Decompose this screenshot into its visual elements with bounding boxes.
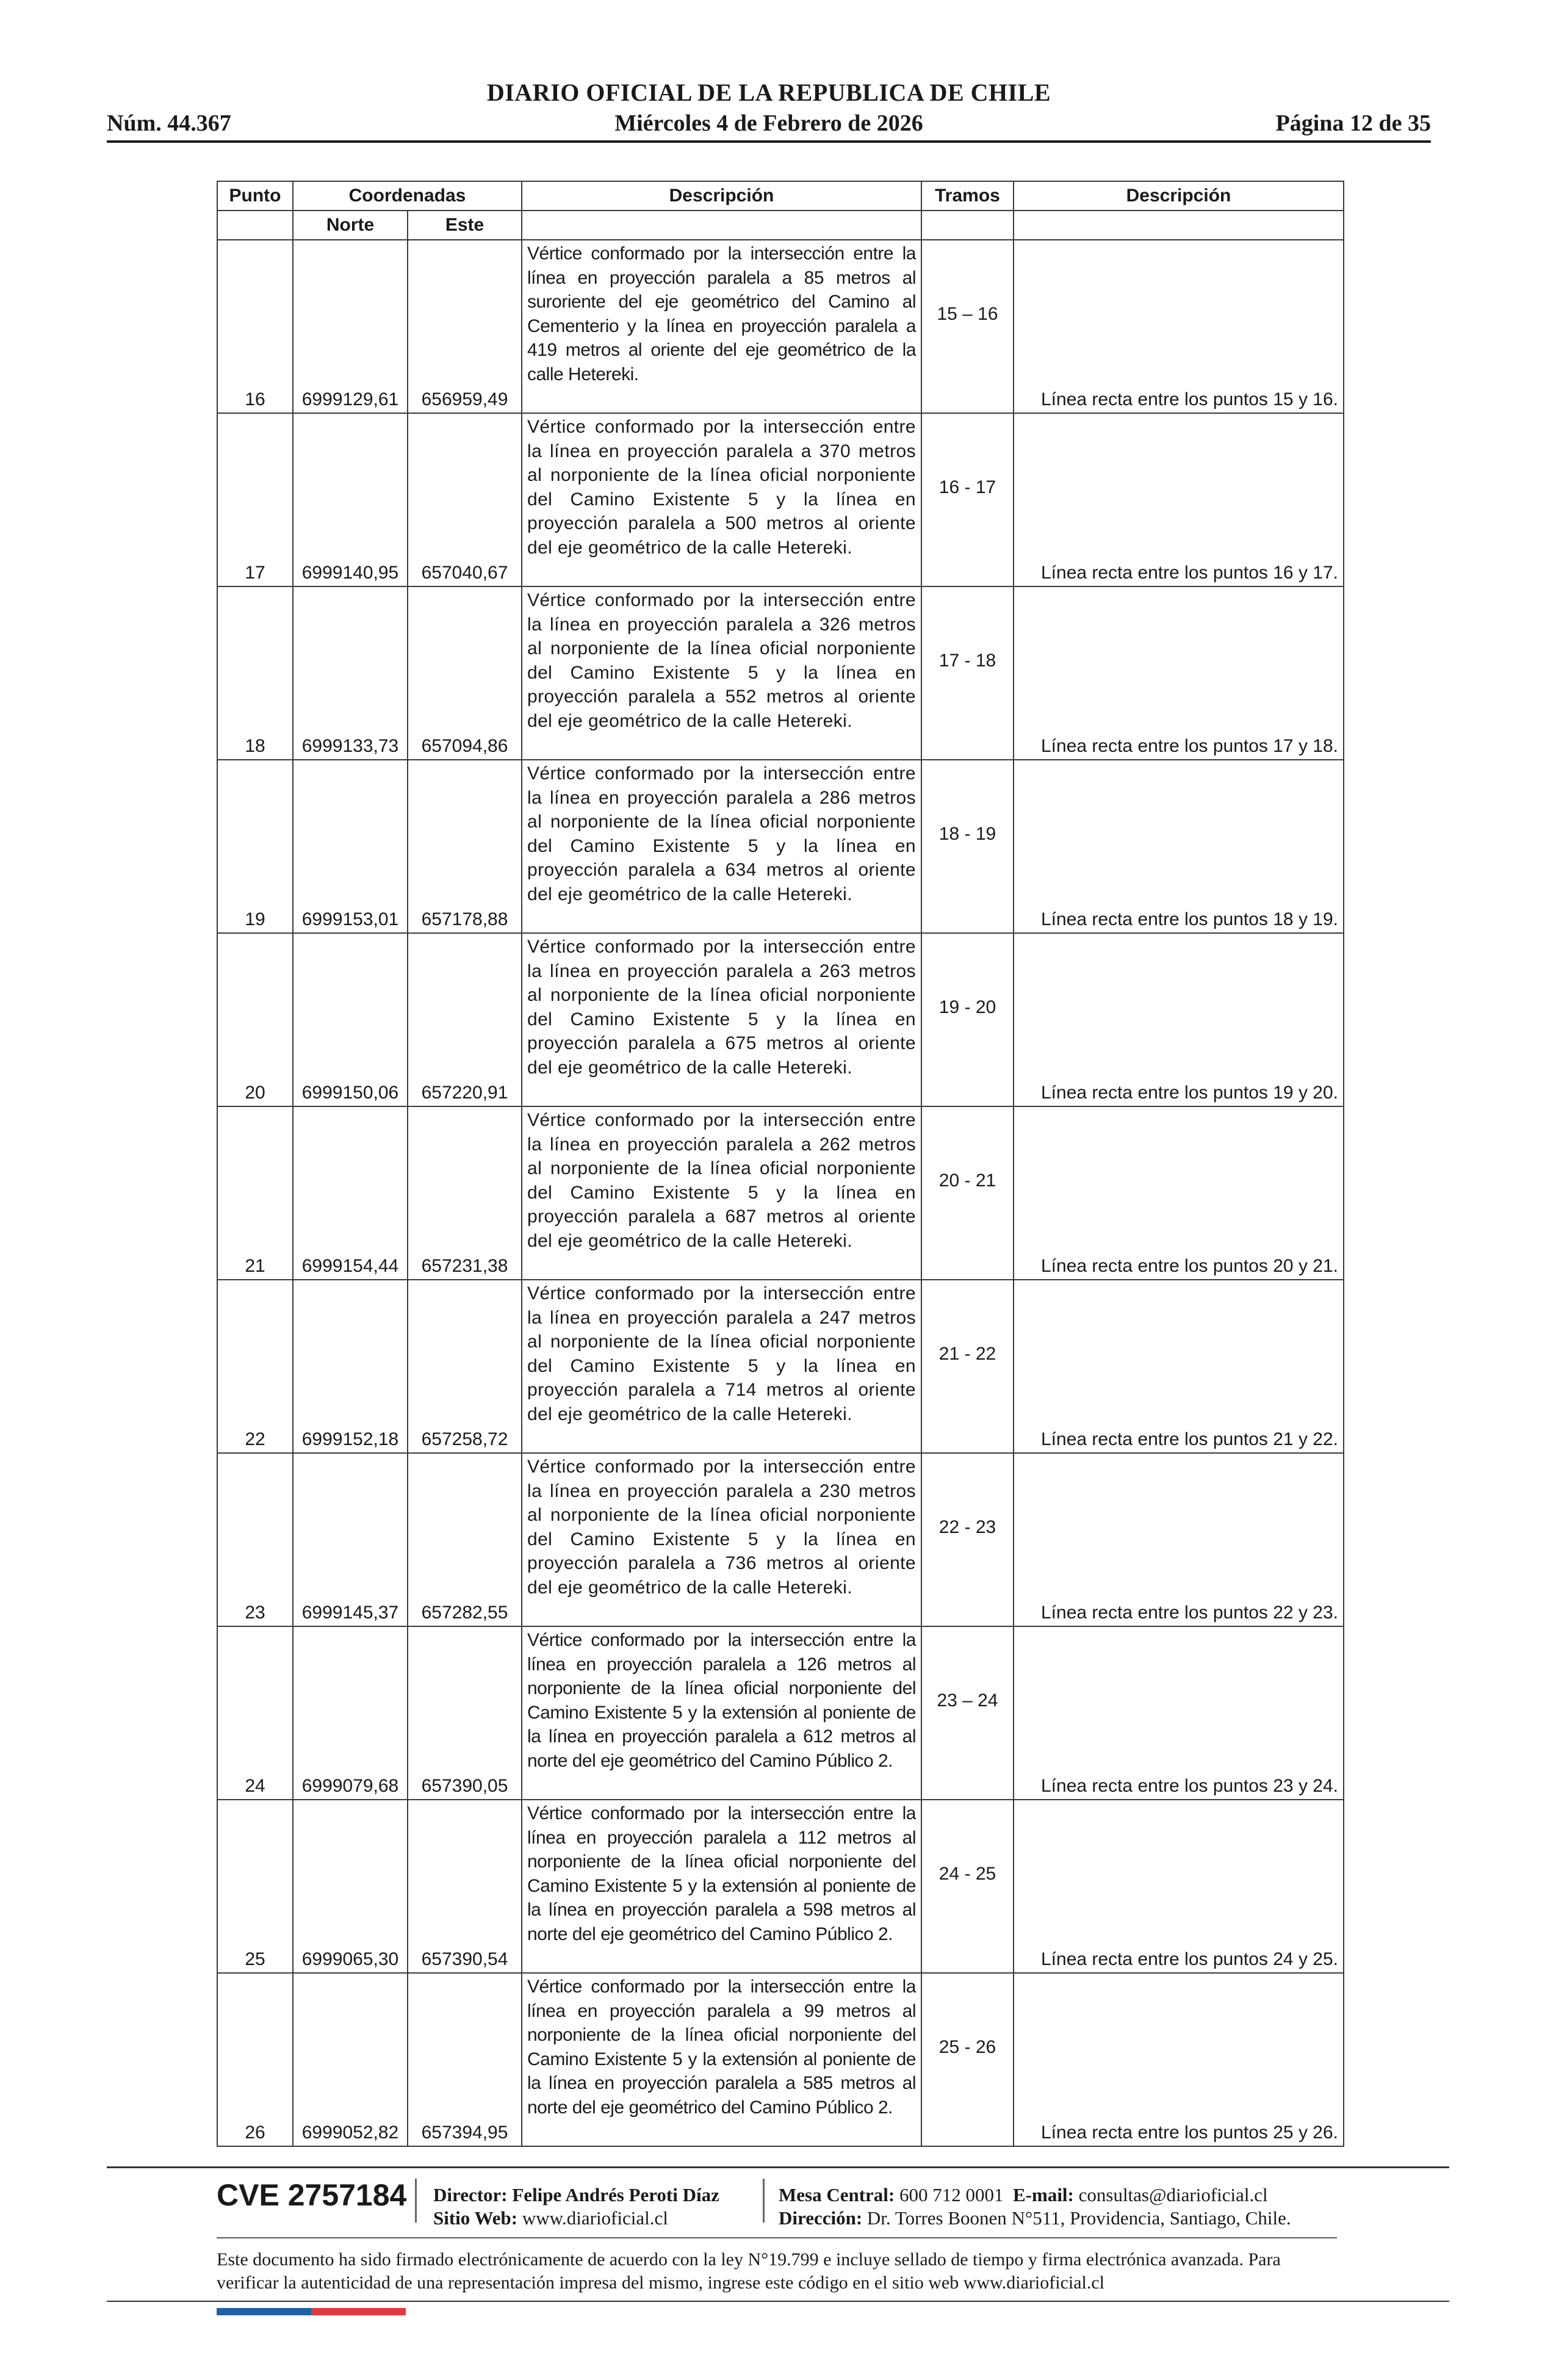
cell-este: 657178,88 — [408, 760, 522, 933]
cell-tramo: 20 - 21 — [921, 1106, 1014, 1280]
header-norte: Norte — [293, 211, 408, 240]
footer-contact-block — [779, 2183, 1291, 2230]
table-row — [217, 1973, 1344, 2146]
cell-norte: 6999140,95 — [293, 413, 408, 586]
table-row — [217, 760, 1344, 933]
footer-rule — [107, 2166, 1449, 2168]
cell-tramo: 24 - 25 — [921, 1800, 1014, 1973]
direccion-line — [779, 2207, 1291, 2230]
cell-linea: Línea recta entre los puntos 16 y 17. — [1014, 413, 1344, 586]
sitio-line — [433, 2207, 719, 2230]
cell-este: 657282,55 — [408, 1453, 522, 1626]
cell-linea: Línea recta entre los puntos 17 y 18. — [1014, 586, 1344, 760]
subheader-empty — [921, 211, 1014, 240]
issue-number: Núm. 44.367 — [107, 110, 231, 136]
cell-tramo: 16 - 17 — [921, 413, 1014, 586]
table-header-row — [217, 181, 1344, 211]
header-coordenadas: Coordenadas — [293, 181, 522, 211]
cell-norte: 6999079,68 — [293, 1626, 408, 1800]
cell-este: 657231,38 — [408, 1106, 522, 1280]
table-row — [217, 586, 1344, 760]
header-tramos: Tramos — [921, 181, 1014, 211]
mesa-line — [779, 2183, 1291, 2207]
cell-linea: Línea recta entre los puntos 24 y 25. — [1014, 1800, 1344, 1973]
cell-norte: 6999052,82 — [293, 1973, 408, 2146]
director-name: Felipe Andrés Peroti Díaz — [512, 2184, 719, 2205]
page-number: Página 12 de 35 — [1275, 110, 1431, 136]
direccion-value: Dr. Torres Boonen N°511, Providencia, Santiago, Chile. — [866, 2207, 1291, 2229]
cell-linea: Línea recta entre los puntos 19 y 20. — [1014, 933, 1344, 1106]
cell-punto: 25 — [217, 1800, 293, 1973]
cell-punto: 26 — [217, 1973, 293, 2146]
cell-descripcion: Vértice conformado por la intersección entre la línea en proyección paralela a 263 metros al norponiente de la línea oficial norponiente del Camino Existente 5 y la línea en proyección paralela a 675 metros al oriente del eje geométrico de la calle Hetereki. — [522, 933, 921, 1106]
header-rule — [107, 140, 1431, 143]
cell-este: 657258,72 — [408, 1280, 522, 1453]
subheader-empty — [1014, 211, 1344, 240]
flag-stripe-red — [311, 2308, 406, 2315]
cell-este: 656959,49 — [408, 240, 522, 413]
email-link[interactable]: consultas@diarioficial.cl — [1078, 2184, 1268, 2205]
cell-este: 657390,05 — [408, 1626, 522, 1800]
cell-descripcion: Vértice conformado por la intersección entre la línea en proyección paralela a 112 metros al norponiente de la línea oficial norponiente del Camino Existente 5 y la extensión al poniente de la línea en proyección paralela a 598 metros al norte del eje geométrico del Camino Público 2. — [522, 1800, 921, 1973]
subheader-empty — [522, 211, 921, 240]
flag-stripe-blue — [217, 2308, 311, 2315]
cell-descripcion: Vértice conformado por la intersección entre la línea en proyección paralela a 286 metros al norponiente de la línea oficial norponiente del Camino Existente 5 y la línea en proyección paralela a 634 metros al oriente del eje geométrico de la calle Hetereki. — [522, 760, 921, 933]
header-descripcion-tramo: Descripción — [1014, 181, 1344, 211]
cell-descripcion: Vértice conformado por la intersección entre la línea en proyección paralela a 230 metros al norponiente de la línea oficial norponiente del Camino Existente 5 y la línea en proyección paralela a 736 metros al oriente del eje geométrico de la calle Hetereki. — [522, 1453, 921, 1626]
cell-norte: 6999145,37 — [293, 1453, 408, 1626]
table-row — [217, 1453, 1344, 1626]
cell-descripcion: Vértice conformado por la intersección entre la línea en proyección paralela a 262 metros al norponiente de la línea oficial norponiente del Camino Existente 5 y la línea en proyección paralela a 687 metros al oriente del eje geométrico de la calle Hetereki. — [522, 1106, 921, 1280]
cell-norte: 6999129,61 — [293, 240, 408, 413]
newspaper-title: DIARIO OFICIAL DE LA REPUBLICA DE CHILE — [486, 79, 1051, 106]
cell-descripcion: Vértice conformado por la intersección entre la línea en proyección paralela a 85 metros al suroriente del eje geométrico del Camino al Cementerio y la línea en proyección paralela a 419 metros al oriente del eje geométrico de la calle Hetereki. — [522, 240, 921, 413]
sitio-label: Sitio Web: — [433, 2207, 518, 2229]
cell-descripcion: Vértice conformado por la intersección entre la línea en proyección paralela a 99 metros al norponiente de la línea oficial norponiente del Camino Existente 5 y la extensión al poniente de la línea en proyección paralela a 585 metros al norte del eje geométrico del Camino Público 2. — [522, 1973, 921, 2146]
table-row — [217, 1280, 1344, 1453]
cell-norte: 6999065,30 — [293, 1800, 408, 1973]
cell-descripcion: Vértice conformado por la intersección entre la línea en proyección paralela a 247 metros al norponiente de la línea oficial norponiente del Camino Existente 5 y la línea en proyección paralela a 714 metros al oriente del eje geométrico de la calle Hetereki. — [522, 1280, 921, 1453]
header-este: Este — [408, 211, 522, 240]
cell-linea: Línea recta entre los puntos 23 y 24. — [1014, 1626, 1344, 1800]
footer-separator — [763, 2179, 765, 2223]
table-row — [217, 240, 1344, 413]
cell-linea: Línea recta entre los puntos 20 y 21. — [1014, 1106, 1344, 1280]
footer-director-block — [433, 2183, 719, 2230]
cell-linea: Línea recta entre los puntos 25 y 26. — [1014, 1973, 1344, 2146]
mesa-value: 600 712 0001 — [899, 2184, 1004, 2205]
cell-linea: Línea recta entre los puntos 21 y 22. — [1014, 1280, 1344, 1453]
cell-norte: 6999150,06 — [293, 933, 408, 1106]
cell-punto: 23 — [217, 1453, 293, 1626]
director-line — [433, 2183, 719, 2207]
cell-este: 657040,67 — [408, 413, 522, 586]
cell-descripcion: Vértice conformado por la intersección entre la línea en proyección paralela a 126 metros al norponiente de la línea oficial norponiente del Camino Existente 5 y la extensión al poniente de la línea en proyección paralela a 612 metros al norte del eje geométrico del Camino Público 2. — [522, 1626, 921, 1800]
page-header — [107, 72, 1431, 145]
cell-descripcion: Vértice conformado por la intersección entre la línea en proyección paralela a 326 metros al norponiente de la línea oficial norponiente del Camino Existente 5 y la línea en proyección paralela a 552 metros al oriente del eje geométrico de la calle Hetereki. — [522, 586, 921, 760]
coordinates-table — [217, 181, 1344, 2147]
cell-tramo: 19 - 20 — [921, 933, 1014, 1106]
bottom-rule — [107, 2301, 1449, 2302]
footer-inner-rule — [217, 2237, 1337, 2238]
issue-date: Miércoles 4 de Febrero de 2026 — [614, 110, 923, 136]
cell-tramo: 17 - 18 — [921, 586, 1014, 760]
cell-tramo: 23 – 24 — [921, 1626, 1014, 1800]
cell-tramo: 18 - 19 — [921, 760, 1014, 933]
cell-punto: 16 — [217, 240, 293, 413]
legal-notice: Este documento ha sido firmado electrónicamente de acuerdo con la ley N°19.799 e incluye sellado de tiempo y firma electrónica avanzada. Para verificar la autenticidad de una representación impresa del mismo, ingrese este código en el sitio web www.diarioficial.cl — [217, 2249, 1281, 2293]
subheader-empty — [217, 211, 293, 240]
email-label: E-mail: — [1013, 2184, 1074, 2205]
table-row — [217, 933, 1344, 1106]
cell-norte: 6999133,73 — [293, 586, 408, 760]
table-row — [217, 1626, 1344, 1800]
cell-tramo: 22 - 23 — [921, 1453, 1014, 1626]
cell-tramo: 25 - 26 — [921, 1973, 1014, 2146]
table-subheader-row — [217, 211, 1344, 240]
director-label: Director: — [433, 2184, 508, 2205]
cell-norte: 6999153,01 — [293, 760, 408, 933]
cell-punto: 17 — [217, 413, 293, 586]
cell-punto: 22 — [217, 1280, 293, 1453]
cell-linea: Línea recta entre los puntos 22 y 23. — [1014, 1453, 1344, 1626]
table-row — [217, 413, 1344, 586]
cell-descripcion: Vértice conformado por la intersección entre la línea en proyección paralela a 370 metros al norponiente de la línea oficial norponiente del Camino Existente 5 y la línea en proyección paralela a 500 metros al oriente del eje geométrico de la calle Hetereki. — [522, 413, 921, 586]
cell-punto: 21 — [217, 1106, 293, 1280]
header-punto: Punto — [217, 181, 293, 211]
cell-linea: Línea recta entre los puntos 15 y 16. — [1014, 240, 1344, 413]
cell-punto: 20 — [217, 933, 293, 1106]
cell-linea: Línea recta entre los puntos 18 y 19. — [1014, 760, 1344, 933]
cell-punto: 18 — [217, 586, 293, 760]
cell-punto: 24 — [217, 1626, 293, 1800]
table-row — [217, 1800, 1344, 1973]
cell-tramo: 15 – 16 — [921, 240, 1014, 413]
cell-norte: 6999152,18 — [293, 1280, 408, 1453]
mesa-label: Mesa Central: — [779, 2184, 895, 2205]
direccion-label: Dirección: — [779, 2207, 863, 2229]
cell-este: 657220,91 — [408, 933, 522, 1106]
cell-este: 657390,54 — [408, 1800, 522, 1973]
cve-code: CVE 2757184 — [217, 2178, 407, 2212]
footer-separator — [415, 2179, 417, 2223]
cell-norte: 6999154,44 — [293, 1106, 408, 1280]
cell-este: 657394,95 — [408, 1973, 522, 2146]
cell-tramo: 21 - 22 — [921, 1280, 1014, 1453]
table-row — [217, 1106, 1344, 1280]
cell-este: 657094,86 — [408, 586, 522, 760]
sitio-link[interactable]: www.diarioficial.cl — [522, 2207, 668, 2229]
cell-punto: 19 — [217, 760, 293, 933]
header-descripcion: Descripción — [522, 181, 921, 211]
